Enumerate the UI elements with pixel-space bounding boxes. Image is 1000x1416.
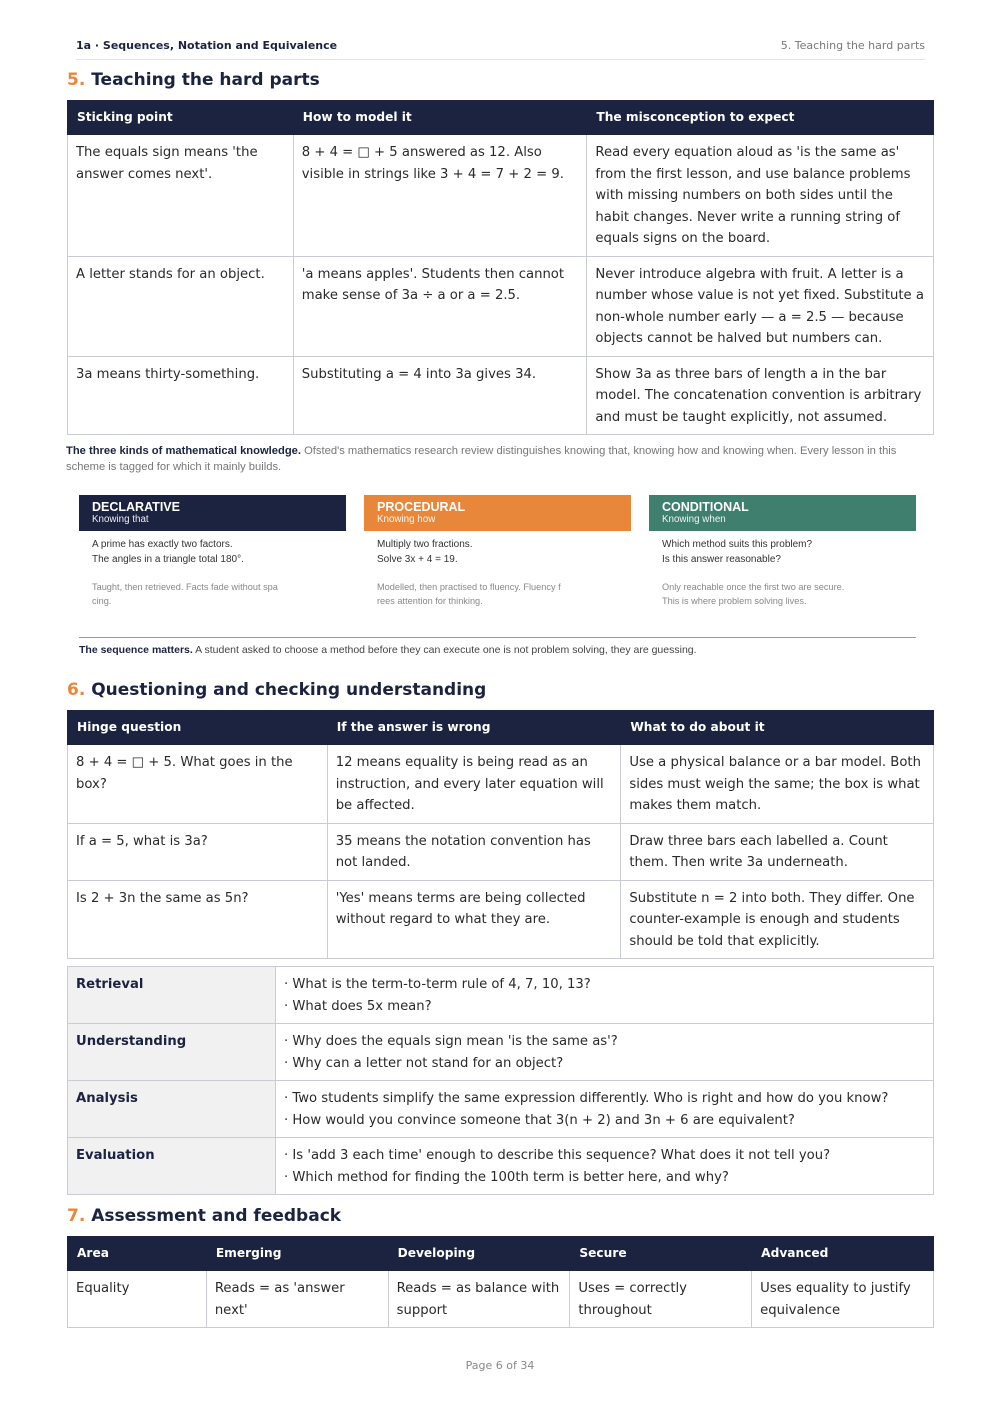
card-subtitle: Knowing that xyxy=(92,514,149,525)
card-note-line: cing. xyxy=(92,596,112,606)
table-row xyxy=(68,823,934,880)
table-cell: 8 + 4 = □ + 5 answered as 12. Also visible in strings like 3 + 4 = 7 + 2 = 9. xyxy=(293,135,587,257)
card-example: A prime has exactly two factors. xyxy=(92,539,233,550)
sequence-note-text: A student asked to choose a method before they can execute one is not problem solving, they are guessing. xyxy=(192,644,697,656)
question-line: · Which method for finding the 100th term is better here, and why? xyxy=(284,1169,729,1185)
question-line: · What is the term-to-term rule of 4, 7, 10, 13? xyxy=(284,977,591,992)
card-subtitle: Knowing when xyxy=(662,514,726,525)
section-number: 5. xyxy=(67,70,86,90)
question-line: · Why does the equals sign mean 'is the same as'? xyxy=(284,1034,618,1049)
card-examples xyxy=(92,538,346,567)
section-7-heading xyxy=(67,1206,341,1226)
table-cell: 'a means apples'. Students then cannot make sense of 3a ÷ a or a = 2.5. xyxy=(293,256,587,356)
table-row xyxy=(68,356,934,435)
table-cell: A letter stands for an object. xyxy=(68,256,294,356)
card-title: PROCEDURAL xyxy=(377,500,466,514)
figure-caption-text: Ofsted's mathematics research review distinguishes knowing that, knowing how and knowing when. Every lesson in this scheme is tagged for which it mainly builds. xyxy=(66,445,897,473)
table-cell: If a = 5, what is 3a? xyxy=(68,823,328,880)
card-note xyxy=(377,580,582,608)
card-example: Multiply two fractions. xyxy=(377,539,473,550)
card-note-line: Modelled, then practised to fluency. Fluency f xyxy=(377,582,561,592)
table-cell: Show 3a as three bars of length a in the bar model. The concatenation convention is arbitrary and must be taught explicitly, not assumed. xyxy=(587,356,934,435)
table-cell: 3a means thirty-something. xyxy=(68,356,294,435)
column-header: Emerging xyxy=(206,1237,388,1271)
table-cell: Never introduce algebra with fruit. A letter is a number whose value is not yet fixed. Substitute a non-whole number early — a = 2.5 — because objects cannot be halved but numbers can. xyxy=(587,256,934,356)
figure-caption-title: The three kinds of mathematical knowledge. xyxy=(66,445,301,457)
card-example: Which method suits this problem? xyxy=(662,539,813,550)
column-header: Secure xyxy=(570,1237,752,1271)
card-title: CONDITIONAL xyxy=(662,500,749,514)
figure-caption xyxy=(66,443,936,475)
card-note xyxy=(92,580,297,608)
hard-parts-table xyxy=(67,100,934,435)
conditional-card xyxy=(649,495,916,608)
level-label: Analysis xyxy=(68,1081,276,1138)
table-header-row xyxy=(68,711,934,745)
table-cell: Draw three bars each labelled a. Count them. Then write 3a underneath. xyxy=(621,823,934,880)
level-label: Understanding xyxy=(68,1024,276,1081)
card-note-line: Only reachable once the first two are secure. xyxy=(662,582,845,592)
declarative-card xyxy=(79,495,346,608)
table-cell: 35 means the notation convention has not landed. xyxy=(327,823,621,880)
question-line: · How would you convince someone that 3(n + 2) and 3n + 6 are equivalent? xyxy=(284,1112,795,1128)
level-questions xyxy=(276,1138,934,1195)
level-label: Evaluation xyxy=(68,1138,276,1195)
table-cell: Reads = as 'answer next' xyxy=(206,1271,388,1328)
procedural-card xyxy=(364,495,631,608)
section-title: Assessment and feedback xyxy=(91,1206,342,1226)
card-note xyxy=(662,580,867,608)
column-header: Developing xyxy=(388,1237,570,1271)
assessment-table xyxy=(67,1236,934,1328)
column-header: What to do about it xyxy=(621,711,934,745)
sequence-note xyxy=(79,644,697,656)
table-cell: Equality xyxy=(68,1271,207,1328)
sequence-note-title: The sequence matters. xyxy=(79,644,193,656)
table-row xyxy=(68,256,934,356)
table-row xyxy=(68,1024,934,1081)
column-header: How to model it xyxy=(293,101,587,135)
card-note-line: This is where problem solving lives. xyxy=(662,596,807,606)
question-line: · Is 'add 3 each time' enough to describe this sequence? What does it not tell you? xyxy=(284,1148,831,1163)
card-title: DECLARATIVE xyxy=(92,500,180,514)
section-5-heading xyxy=(67,70,320,90)
table-header-row xyxy=(68,1237,934,1271)
table-row xyxy=(68,1271,934,1328)
table-cell: Substituting a = 4 into 3a gives 34. xyxy=(293,356,587,435)
section-number: 7. xyxy=(67,1206,86,1226)
header-document-title: 1a · Sequences, Notation and Equivalence xyxy=(76,39,338,52)
table-cell: Use a physical balance or a bar model. Both sides must weigh the same; the box is what makes them match. xyxy=(621,745,934,824)
table-cell: 12 means equality is being read as an instruction, and every later equation will be affected. xyxy=(327,745,621,824)
table-cell: Substitute n = 2 into both. They differ. One counter-example is enough and students should be told that explicitly. xyxy=(621,880,934,959)
card-examples xyxy=(662,538,916,567)
table-cell: Reads = as balance with support xyxy=(388,1271,570,1328)
table-cell: Read every equation aloud as 'is the same as' from the first lesson, and use balance problems with missing numbers on both sides until the habit changes. Never write a running string of equals signs on the board. xyxy=(587,135,934,257)
table-cell: 'Yes' means terms are being collected without regard to what they are. xyxy=(327,880,621,959)
table-row xyxy=(68,1138,934,1195)
card-header xyxy=(649,495,916,531)
card-subtitle: Knowing how xyxy=(377,514,436,525)
table-row xyxy=(68,880,934,959)
level-questions xyxy=(276,1081,934,1138)
column-header: Area xyxy=(68,1237,207,1271)
table-row xyxy=(68,967,934,1024)
section-title: Questioning and checking understanding xyxy=(91,680,487,700)
column-header: Sticking point xyxy=(68,101,294,135)
column-header: If the answer is wrong xyxy=(327,711,621,745)
table-cell: Is 2 + 3n the same as 5n? xyxy=(68,880,328,959)
header-section-title: 5. Teaching the hard parts xyxy=(780,39,925,52)
running-header xyxy=(76,38,925,60)
level-label: Retrieval xyxy=(68,967,276,1024)
question-line: · Two students simplify the same expression differently. Who is right and how do you know? xyxy=(284,1091,889,1106)
card-example: The angles in a triangle total 180°. xyxy=(92,553,244,565)
level-questions xyxy=(276,967,934,1024)
question-levels-table xyxy=(67,966,934,1195)
orange-divider xyxy=(79,637,916,638)
card-note-line: rees attention for thinking. xyxy=(377,596,483,606)
card-header xyxy=(364,495,631,531)
table-header-row xyxy=(68,101,934,135)
section-6-heading xyxy=(67,680,486,700)
card-header xyxy=(79,495,346,531)
column-header: Hinge question xyxy=(68,711,328,745)
card-example: Is this answer reasonable? xyxy=(662,553,781,565)
question-line: · Why can a letter not stand for an object? xyxy=(284,1055,564,1071)
card-note-line: Taught, then retrieved. Facts fade without spa xyxy=(92,582,278,592)
level-questions xyxy=(276,1024,934,1081)
table-cell: The equals sign means 'the answer comes next'. xyxy=(68,135,294,257)
hinge-questions-table xyxy=(67,710,934,959)
card-example: Solve 3x + 4 = 19. xyxy=(377,553,458,565)
table-row xyxy=(68,745,934,824)
table-cell: 8 + 4 = □ + 5. What goes in the box? xyxy=(68,745,328,824)
column-header: Advanced xyxy=(752,1237,934,1271)
section-title: Teaching the hard parts xyxy=(91,70,320,90)
column-header: The misconception to expect xyxy=(587,101,934,135)
table-cell: Uses equality to justify equivalence xyxy=(752,1271,934,1328)
page-number: Page 6 of 34 xyxy=(465,1359,535,1372)
question-line: · What does 5x mean? xyxy=(284,998,432,1014)
table-row xyxy=(68,1081,934,1138)
card-examples xyxy=(377,538,631,567)
section-number: 6. xyxy=(67,680,86,700)
table-row xyxy=(68,135,934,257)
table-cell: Uses = correctly throughout xyxy=(570,1271,752,1328)
